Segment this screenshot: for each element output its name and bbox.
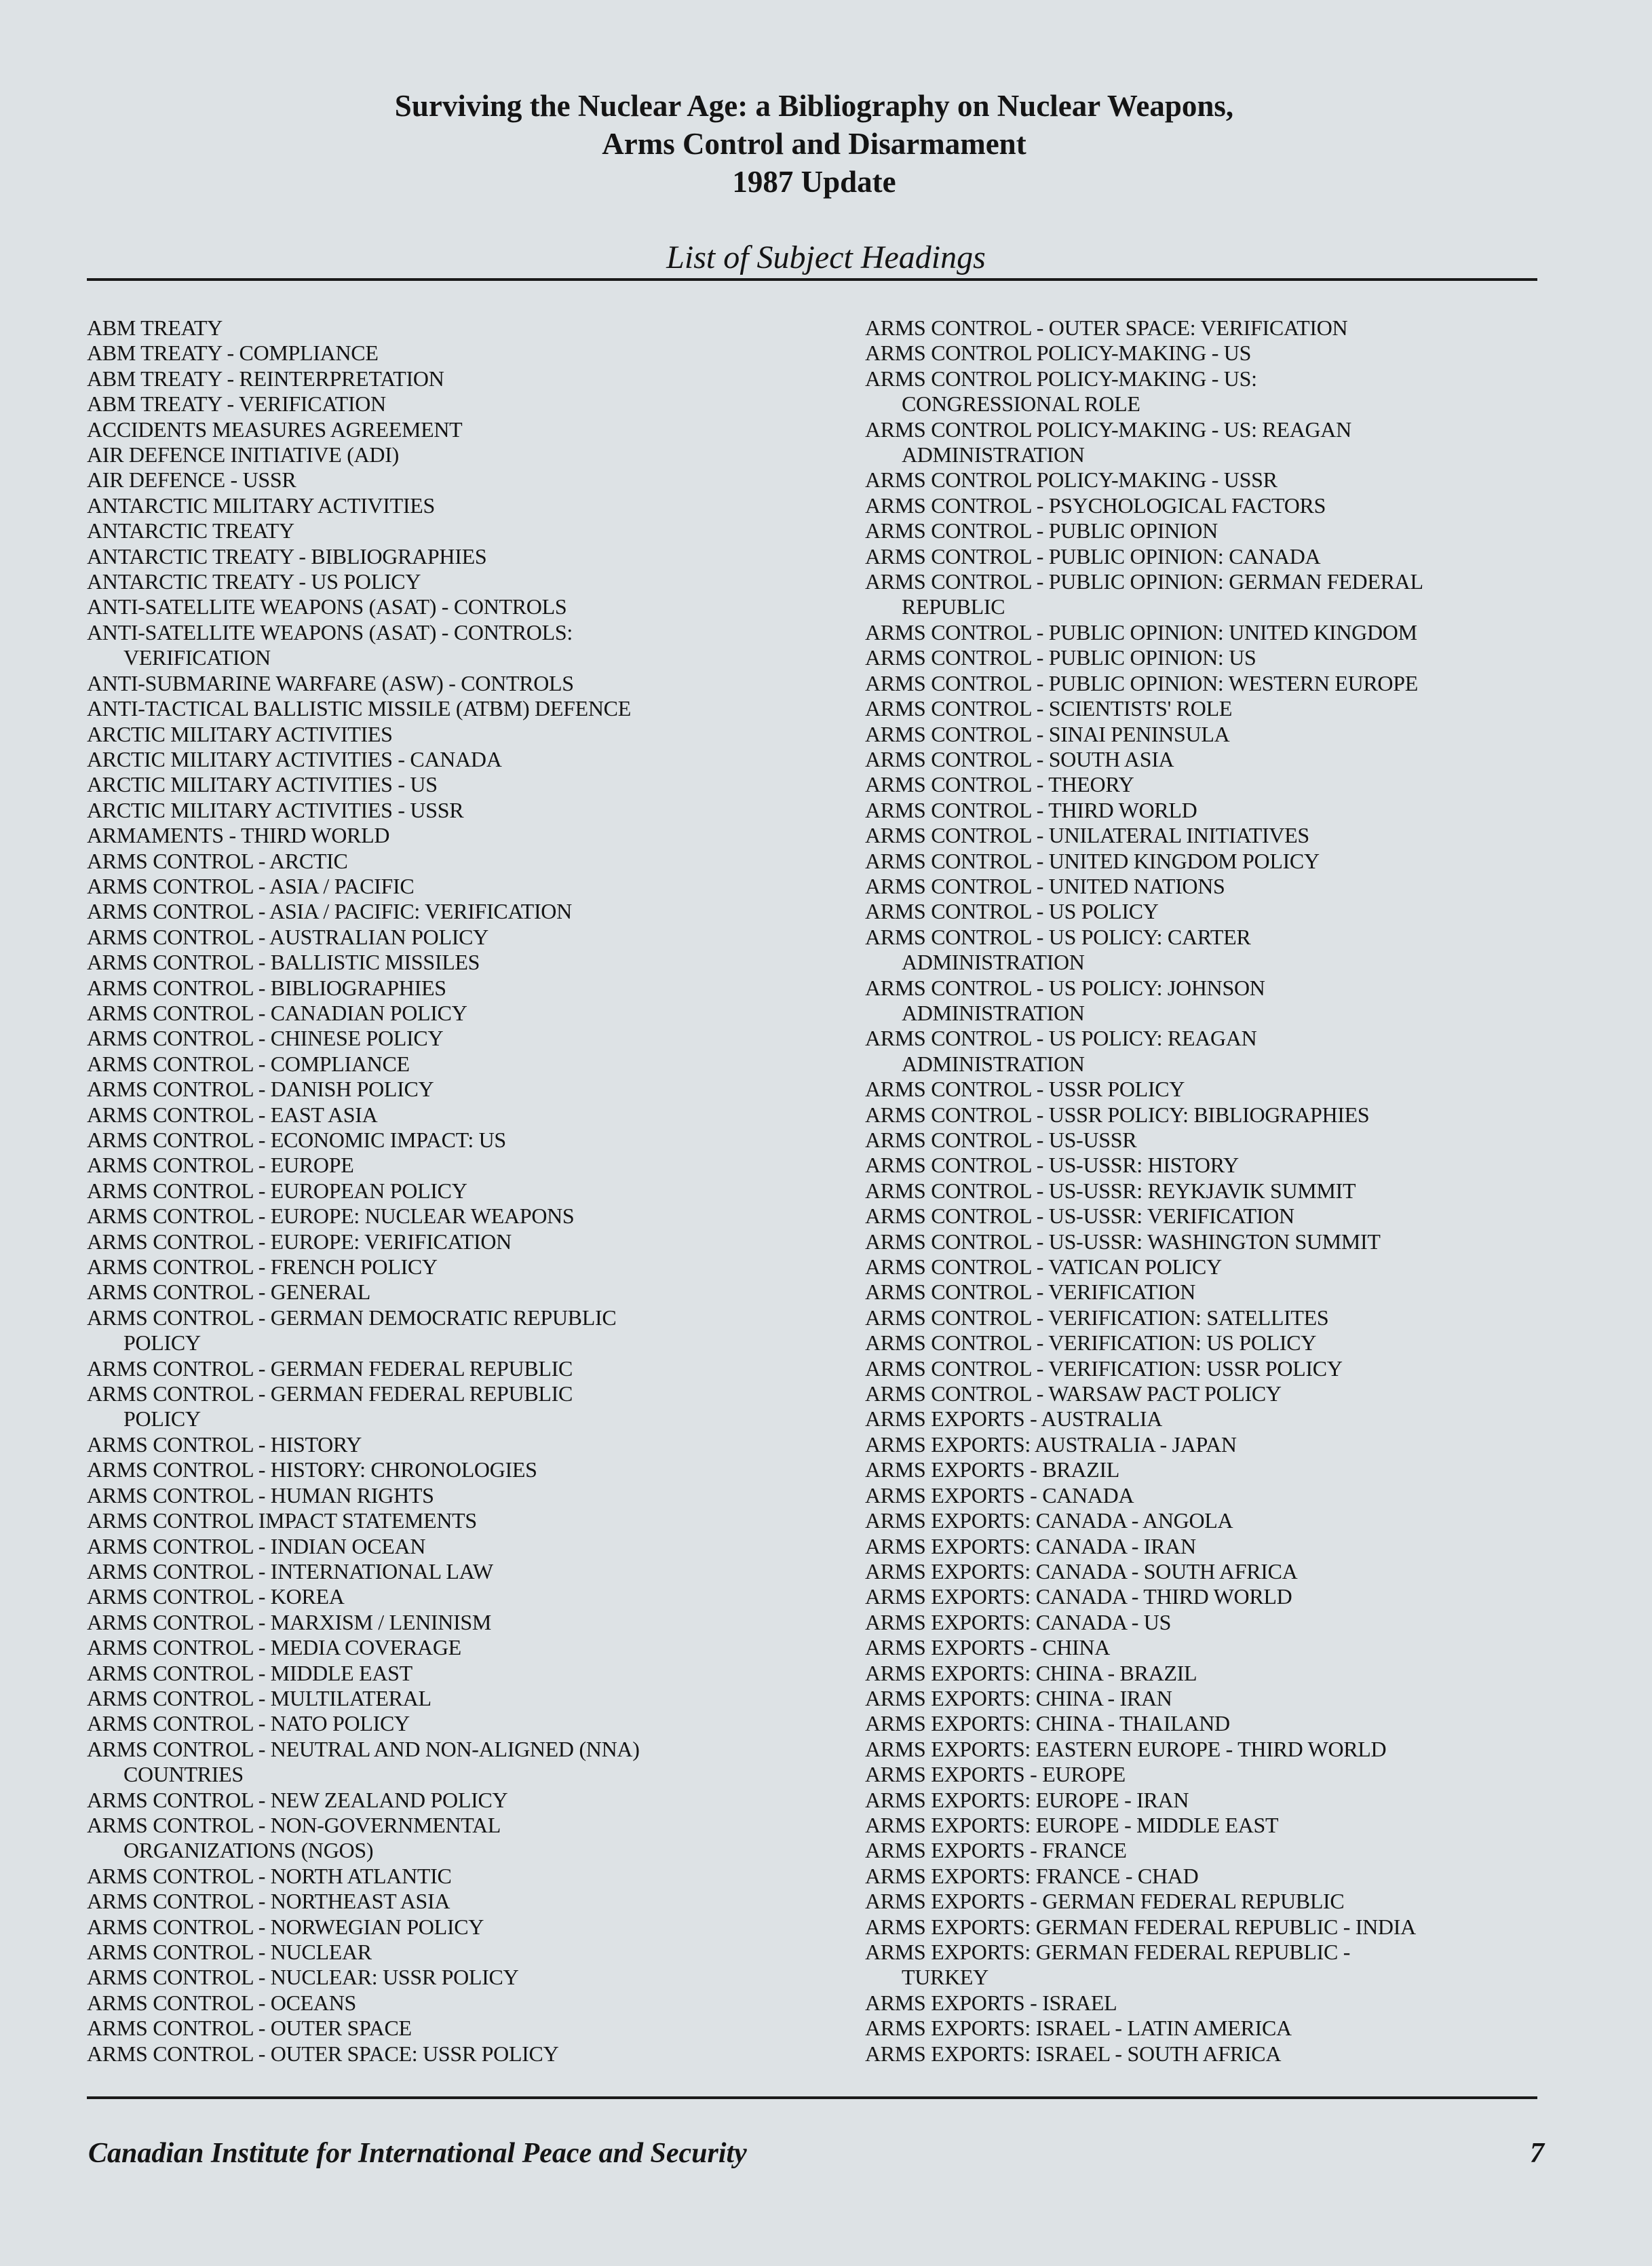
subject-heading-text: ANTI-SUBMARINE WARFARE (ASW) - CONTROLS (87, 670, 574, 695)
subject-heading (865, 1026, 1543, 1077)
subject-heading-continuation: REPUBLIC (902, 594, 1005, 619)
subject-heading-text: ARMS CONTROL - GENERAL (87, 1280, 370, 1305)
subject-heading (865, 620, 1543, 645)
subject-heading-text: ARMS CONTROL - EUROPE: VERIFICATION (87, 1229, 512, 1254)
subject-heading-text: ARMS CONTROL - UNITED NATIONS (865, 873, 1225, 898)
subject-heading-text: ARMS CONTROL - MULTILATERAL (87, 1685, 431, 1710)
subject-heading (87, 823, 833, 848)
subject-heading (87, 1864, 833, 1889)
subject-heading-text: ARMS EXPORTS: CHINA - BRAZIL (865, 1660, 1197, 1685)
subject-heading-text: ARMS EXPORTS: ISRAEL - LATIN AMERICA (865, 2016, 1292, 2041)
subject-heading-text: ARMS EXPORTS - EUROPE (865, 1762, 1126, 1787)
subject-heading (87, 1483, 833, 1508)
document-title (0, 87, 1628, 201)
subject-heading (865, 1635, 1543, 1660)
subject-heading (865, 518, 1543, 543)
subject-heading-text: ARMS CONTROL - INTERNATIONAL LAW (87, 1558, 493, 1583)
subject-heading (865, 1940, 1543, 1991)
subject-heading (865, 772, 1543, 797)
subject-heading-text: ARMS CONTROL - PUBLIC OPINION: US (865, 645, 1256, 670)
subject-heading-text: ARMS CONTROL - WARSAW PACT POLICY (865, 1381, 1282, 1406)
subject-heading-text: ARMS CONTROL - MARXISM / LENINISM (87, 1609, 492, 1634)
subject-heading-text: ARMS EXPORTS: CANADA - THIRD WORLD (865, 1584, 1292, 1609)
subject-heading-text: ARMS CONTROL - CHINESE POLICY (87, 1026, 444, 1051)
subject-heading (865, 1610, 1543, 1635)
subject-heading (865, 1584, 1543, 1609)
subject-heading-text: ARMS CONTROL - NEW ZEALAND POLICY (87, 1787, 508, 1812)
footer-publisher: Canadian Institute for International Peace and Security (88, 2138, 747, 2169)
subject-heading (87, 569, 833, 594)
subject-heading (87, 594, 833, 619)
subject-heading (87, 1534, 833, 1559)
subject-heading-text: ARMS CONTROL - OUTER SPACE: VERIFICATION (865, 315, 1348, 340)
bottom-divider (87, 2096, 1537, 2099)
subject-heading (865, 671, 1543, 696)
subject-heading-text: ARMS CONTROL - EUROPEAN POLICY (87, 1178, 467, 1203)
subject-heading (865, 899, 1543, 924)
subject-heading-text: ARMS CONTROL - ASIA / PACIFIC: VERIFICATION (87, 899, 572, 924)
subject-heading-text: ARMS CONTROL - UNITED KINGDOM POLICY (865, 848, 1320, 873)
subject-heading (87, 1254, 833, 1280)
subject-heading (87, 1915, 833, 1940)
subject-heading-text: ANTARCTIC TREATY - BIBLIOGRAPHIES (87, 543, 487, 569)
subject-heading-text: ARMS CONTROL - HISTORY (87, 1432, 362, 1457)
subject-heading (87, 1559, 833, 1584)
subject-heading-text: ARMS CONTROL - VERIFICATION (865, 1280, 1196, 1305)
subject-heading-text: ANTARCTIC TREATY (87, 518, 294, 543)
subject-heading (865, 645, 1543, 670)
page-number: 7 (1530, 2138, 1544, 2169)
subject-heading (87, 518, 833, 543)
subject-heading (87, 1052, 833, 1077)
subject-heading-text: ARMS CONTROL - US POLICY: REAGAN (865, 1026, 1257, 1051)
subject-heading (865, 1737, 1543, 1762)
subject-heading-text: ARMS CONTROL - NUCLEAR (87, 1940, 372, 1964)
subject-headings-right-column (865, 315, 1543, 2067)
subject-heading-text: ABM TREATY - REINTERPRETATION (87, 366, 444, 391)
subject-heading-text: ARMS CONTROL - PUBLIC OPINION: WESTERN EUROPE (865, 670, 1418, 695)
subject-heading (87, 467, 833, 493)
subject-heading-text: ARMS EXPORTS - AUSTRALIA (865, 1406, 1163, 1432)
subject-heading (865, 467, 1543, 493)
subject-heading (87, 442, 833, 467)
subject-heading-text: ARMS EXPORTS: CANADA - ANGOLA (865, 1508, 1233, 1533)
subject-heading (87, 1610, 833, 1635)
subject-heading (865, 1305, 1543, 1330)
subject-heading-text: ARMS EXPORTS - FRANCE (865, 1838, 1127, 1863)
subject-heading-text: ARMS CONTROL POLICY-MAKING - US: (865, 366, 1257, 391)
subject-heading-text: ARMS CONTROL - VERIFICATION: US POLICY (865, 1330, 1317, 1356)
subject-heading (865, 1077, 1543, 1102)
subject-heading-text: ARMS EXPORTS: EUROPE - IRAN (865, 1787, 1189, 1812)
subject-heading (87, 417, 833, 442)
subject-heading-text: ARMS EXPORTS - CANADA (865, 1482, 1134, 1508)
subject-heading (87, 1001, 833, 1026)
subject-heading (865, 544, 1543, 569)
subject-heading (87, 1381, 833, 1432)
subject-heading-text: ABM TREATY - VERIFICATION (87, 391, 386, 417)
subject-heading (87, 1356, 833, 1381)
subject-heading-continuation: VERIFICATION (123, 645, 271, 670)
subject-heading (87, 849, 833, 874)
subject-heading-text: ARMS CONTROL - US POLICY (865, 899, 1159, 924)
subject-heading-continuation: ADMINISTRATION (902, 950, 1085, 975)
subject-heading (87, 950, 833, 975)
subject-heading-continuation: ORGANIZATIONS (NGOS) (123, 1838, 374, 1863)
subject-heading (865, 696, 1543, 721)
subject-heading (865, 1128, 1543, 1153)
subject-heading-text: ARMS CONTROL - ASIA / PACIFIC (87, 873, 415, 898)
subject-heading (87, 1813, 833, 1864)
subject-heading-text: ARMS CONTROL - COMPLIANCE (87, 1051, 410, 1076)
subject-heading (865, 1204, 1543, 1229)
subject-heading (865, 1864, 1543, 1889)
subject-heading-text: ARMS EXPORTS - BRAZIL (865, 1457, 1119, 1482)
subject-heading (865, 1991, 1543, 2016)
subject-heading-text: ARMS CONTROL - NON-GOVERNMENTAL (87, 1812, 501, 1837)
subject-heading-text: ARMS CONTROL - ECONOMIC IMPACT: US (87, 1128, 506, 1152)
subject-heading (87, 493, 833, 518)
subject-heading (865, 798, 1543, 823)
subject-heading-text: ARMS CONTROL - PSYCHOLOGICAL FACTORS (865, 493, 1326, 518)
subject-heading-text: ARMS CONTROL - SCIENTISTS' ROLE (865, 696, 1233, 721)
subject-heading-text: ARMS CONTROL - DANISH POLICY (87, 1077, 434, 1102)
subject-heading-text: ARMS CONTROL - NATO POLICY (87, 1711, 410, 1736)
subject-heading-continuation: CONGRESSIONAL ROLE (902, 391, 1140, 417)
subject-heading-text: ARMS CONTROL - VERIFICATION: SATELLITES (865, 1305, 1329, 1330)
subject-heading (87, 1128, 833, 1153)
subject-heading-continuation: ADMINISTRATION (902, 442, 1085, 467)
subject-heading-text: ARMS CONTROL - US POLICY: JOHNSON (865, 975, 1265, 1000)
subject-heading-text: ARMS CONTROL - US POLICY: CARTER (865, 924, 1251, 949)
subject-heading (865, 1330, 1543, 1356)
subject-heading-text: ARCTIC MILITARY ACTIVITIES - US (87, 772, 438, 797)
subject-heading-text: ABM TREATY (87, 315, 223, 340)
subject-heading (87, 1153, 833, 1178)
title-line-3: 1987 Update (732, 165, 896, 199)
subject-heading (87, 1204, 833, 1229)
subject-heading (865, 1838, 1543, 1863)
subject-heading (87, 899, 833, 924)
subject-heading (87, 1026, 833, 1051)
subject-heading (87, 874, 833, 899)
subject-heading-continuation: POLICY (123, 1330, 201, 1356)
subject-heading-text: ARMS CONTROL - KOREA (87, 1584, 345, 1609)
subject-heading (865, 2041, 1543, 2067)
subject-heading-text: ARMS CONTROL - THIRD WORLD (865, 797, 1197, 822)
subject-heading-text: ANTARCTIC MILITARY ACTIVITIES (87, 493, 435, 518)
subject-heading (87, 798, 833, 823)
subject-heading-text: ARMS EXPORTS: GERMAN FEDERAL REPUBLIC - (865, 1940, 1351, 1964)
subject-heading (87, 1432, 833, 1457)
subject-heading (87, 366, 833, 391)
subject-heading-text: ARMS CONTROL IMPACT STATEMENTS (87, 1508, 477, 1533)
subject-heading (865, 747, 1543, 772)
subject-heading (87, 696, 833, 721)
subject-heading-text: ARMS CONTROL - VERIFICATION: USSR POLICY (865, 1356, 1343, 1381)
subject-heading-text: ARMS CONTROL - PUBLIC OPINION: UNITED KINGDOM (865, 619, 1417, 645)
subject-heading (865, 1813, 1543, 1838)
subject-heading-text: ANTARCTIC TREATY - US POLICY (87, 569, 421, 594)
subject-heading (87, 1711, 833, 1736)
subject-heading-text: ARMS CONTROL - BIBLIOGRAPHIES (87, 975, 446, 1000)
subject-heading-text: ARMS CONTROL - OUTER SPACE (87, 2016, 412, 2041)
subject-heading-text: ARMS CONTROL - EAST ASIA (87, 1102, 378, 1127)
subject-heading (865, 976, 1543, 1026)
subject-heading (865, 1280, 1543, 1305)
subject-heading-continuation: POLICY (123, 1406, 201, 1432)
subject-heading (865, 874, 1543, 899)
subject-heading-text: ARMS CONTROL - USSR POLICY (865, 1077, 1185, 1102)
subject-heading (865, 1356, 1543, 1381)
subject-heading (865, 1381, 1543, 1406)
subject-heading (865, 1406, 1543, 1432)
subject-heading-text: ARMS CONTROL - AUSTRALIAN POLICY (87, 924, 488, 949)
subject-heading-text: ARMS CONTROL - CANADIAN POLICY (87, 1000, 467, 1025)
subject-heading-text: ARCTIC MILITARY ACTIVITIES - CANADA (87, 746, 502, 771)
subject-heading (865, 722, 1543, 747)
subject-heading-text: ARMS CONTROL - NUCLEAR: USSR POLICY (87, 1965, 519, 1990)
subject-heading (865, 1483, 1543, 1508)
subject-heading-text: ARMS CONTROL - US-USSR: HISTORY (865, 1153, 1239, 1178)
subject-heading (865, 366, 1543, 417)
subject-heading-text: ARMS CONTROL - MEDIA COVERAGE (87, 1635, 461, 1660)
subject-heading (865, 1508, 1543, 1533)
subject-heading-text: ARMS EXPORTS: ISRAEL - SOUTH AFRICA (865, 2041, 1282, 2066)
subject-heading-text: ARMS EXPORTS: CANADA - IRAN (865, 1533, 1196, 1558)
subject-heading (865, 925, 1543, 976)
subject-heading-text: ABM TREATY - COMPLIANCE (87, 341, 379, 366)
subject-heading (865, 849, 1543, 874)
subject-heading-text: ARMS CONTROL - US-USSR: REYKJAVIK SUMMIT (865, 1178, 1356, 1203)
subject-heading (87, 1457, 833, 1482)
subject-heading-text: ARMS EXPORTS: EASTERN EUROPE - THIRD WORLD (865, 1736, 1387, 1761)
subject-heading (865, 1788, 1543, 1813)
top-divider (87, 278, 1537, 281)
subject-heading-text: ARCTIC MILITARY ACTIVITIES - USSR (87, 797, 464, 822)
subject-heading-text: AIR DEFENCE - USSR (87, 467, 296, 493)
subject-heading-text: ARMS EXPORTS - ISRAEL (865, 1990, 1117, 2015)
title-line-2: Arms Control and Disarmament (602, 127, 1026, 161)
subject-heading-text: ARMS CONTROL - BALLISTIC MISSILES (87, 950, 480, 975)
subject-heading-text: ARMS CONTROL - INDIAN OCEAN (87, 1533, 426, 1558)
subject-heading-text: ARMS CONTROL POLICY-MAKING - US: REAGAN (865, 417, 1351, 442)
subject-heading-text: ANTI-SATELLITE WEAPONS (ASAT) - CONTROLS (87, 594, 567, 619)
subject-heading (87, 1102, 833, 1128)
subject-heading (87, 1661, 833, 1686)
subject-heading (865, 823, 1543, 848)
subject-heading (87, 544, 833, 569)
subject-heading-text: ARMS CONTROL - GERMAN DEMOCRATIC REPUBLIC (87, 1305, 617, 1330)
subject-heading (865, 341, 1543, 366)
subject-heading (865, 315, 1543, 341)
subject-heading (865, 1432, 1543, 1457)
subject-heading-text: ARMS CONTROL - EUROPE (87, 1153, 354, 1178)
subject-heading-text: ARMS CONTROL - UNILATERAL INITIATIVES (865, 823, 1309, 848)
subject-heading (87, 1737, 833, 1788)
subject-heading-continuation: TURKEY (902, 1965, 988, 1990)
subject-heading (87, 1788, 833, 1813)
subject-heading (87, 1584, 833, 1609)
subject-heading (87, 925, 833, 950)
subject-heading (87, 1178, 833, 1204)
subject-heading (865, 1229, 1543, 1254)
subject-heading (865, 1711, 1543, 1736)
subject-heading-text: ARMS EXPORTS: CANADA - US (865, 1609, 1172, 1634)
subject-heading-text: AIR DEFENCE INITIATIVE (ADI) (87, 442, 399, 467)
subject-heading (87, 620, 833, 671)
subject-heading-text: ARMS CONTROL - SOUTH ASIA (865, 746, 1174, 771)
subject-heading-text: ARMS CONTROL - PUBLIC OPINION (865, 518, 1218, 543)
subject-heading-text: ARMS CONTROL - NORWEGIAN POLICY (87, 1914, 484, 1939)
subject-heading (87, 772, 833, 797)
subject-heading-text: ARMS CONTROL - GERMAN FEDERAL REPUBLIC (87, 1356, 573, 1381)
subject-heading (865, 1559, 1543, 1584)
subject-heading (865, 1254, 1543, 1280)
subject-heading (865, 1686, 1543, 1711)
subject-heading (865, 1153, 1543, 1178)
subject-heading-text: ARMS CONTROL - US-USSR (865, 1128, 1137, 1152)
subject-heading (87, 1305, 833, 1356)
subject-heading (865, 1889, 1543, 1914)
subject-heading (865, 1762, 1543, 1787)
subject-heading (87, 671, 833, 696)
subject-heading-text: ARMS EXPORTS: AUSTRALIA - JAPAN (865, 1432, 1237, 1457)
subject-heading (87, 1508, 833, 1533)
subject-heading (87, 1991, 833, 2016)
subject-heading-text: ARMS CONTROL - NORTH ATLANTIC (87, 1863, 452, 1888)
subject-heading-text: ARMS CONTROL - NEUTRAL AND NON-ALIGNED (NNA) (87, 1736, 640, 1761)
subject-heading-text: ARMS EXPORTS - CHINA (865, 1635, 1111, 1660)
subject-heading-text: ARMS EXPORTS - GERMAN FEDERAL REPUBLIC (865, 1889, 1345, 1914)
subject-heading-text: ARMS EXPORTS: CHINA - THAILAND (865, 1711, 1230, 1736)
subject-heading (87, 747, 833, 772)
title-line-1: Surviving the Nuclear Age: a Bibliography on Nuclear Weapons, (394, 89, 1234, 123)
subject-heading (87, 1889, 833, 1914)
subject-heading-text: ARMS CONTROL - HUMAN RIGHTS (87, 1482, 434, 1508)
subject-heading-text: ARMS CONTROL - THEORY (865, 772, 1134, 797)
subject-heading (865, 1457, 1543, 1482)
subject-heading-text: ARMAMENTS - THIRD WORLD (87, 823, 390, 848)
section-subtitle: List of Subject Headings (666, 239, 986, 275)
subject-heading-text: ARMS CONTROL - PUBLIC OPINION: GERMAN FEDERAL (865, 569, 1423, 594)
subject-heading-text: ARCTIC MILITARY ACTIVITIES (87, 721, 393, 746)
subject-heading-continuation: ADMINISTRATION (902, 1000, 1085, 1025)
subject-heading-text: ANTI-TACTICAL BALLISTIC MISSILE (ATBM) DEFENCE (87, 696, 631, 721)
subject-heading-text: ARMS CONTROL - US-USSR: WASHINGTON SUMMIT (865, 1229, 1381, 1254)
subject-heading (87, 1686, 833, 1711)
subject-heading (865, 1178, 1543, 1204)
subject-heading-text: ARMS EXPORTS: FRANCE - CHAD (865, 1863, 1199, 1888)
subject-heading-text: ARMS CONTROL - VATICAN POLICY (865, 1254, 1222, 1280)
subject-heading-text: ARMS CONTROL - GERMAN FEDERAL REPUBLIC (87, 1381, 573, 1406)
subject-heading (87, 722, 833, 747)
subject-heading (87, 1965, 833, 1990)
subject-heading (865, 1102, 1543, 1128)
subject-heading (87, 1229, 833, 1254)
subject-heading-text: ARMS EXPORTS: EUROPE - MIDDLE EAST (865, 1812, 1279, 1837)
subject-heading-text: ARMS CONTROL - NORTHEAST ASIA (87, 1889, 450, 1914)
subject-heading-text: ARMS CONTROL - SINAI PENINSULA (865, 721, 1230, 746)
subject-heading-text: ARMS CONTROL - EUROPE: NUCLEAR WEAPONS (87, 1204, 575, 1229)
subject-heading (87, 976, 833, 1001)
subject-heading-text: ARMS CONTROL - PUBLIC OPINION: CANADA (865, 543, 1321, 569)
subject-heading (87, 1940, 833, 1965)
subject-heading (87, 341, 833, 366)
subject-heading-text: ARMS CONTROL - OUTER SPACE: USSR POLICY (87, 2041, 559, 2066)
subject-heading (87, 1280, 833, 1305)
subject-heading-text: ARMS CONTROL - OCEANS (87, 1990, 356, 2015)
subject-heading (865, 493, 1543, 518)
subject-heading-text: ARMS CONTROL - US-USSR: VERIFICATION (865, 1204, 1294, 1229)
subject-heading-text: ARMS CONTROL - USSR POLICY: BIBLIOGRAPHIES (865, 1102, 1370, 1127)
subject-heading (87, 1635, 833, 1660)
subject-heading-text: ARMS CONTROL - ARCTIC (87, 848, 348, 873)
subject-heading (87, 315, 833, 341)
subject-heading (865, 1661, 1543, 1686)
subject-heading (865, 1534, 1543, 1559)
subject-heading-text: ARMS EXPORTS: GERMAN FEDERAL REPUBLIC - INDIA (865, 1914, 1416, 1939)
subject-heading-text: ARMS CONTROL - MIDDLE EAST (87, 1660, 412, 1685)
subject-heading-text: ANTI-SATELLITE WEAPONS (ASAT) - CONTROLS: (87, 619, 573, 645)
subject-heading (87, 391, 833, 417)
subject-heading-text: ARMS CONTROL - FRENCH POLICY (87, 1254, 438, 1280)
subject-heading (865, 1915, 1543, 1940)
subject-heading-text: ARMS CONTROL POLICY-MAKING - US (865, 341, 1252, 366)
subject-heading-text: ARMS EXPORTS: CHINA - IRAN (865, 1685, 1172, 1710)
subject-heading (87, 1077, 833, 1102)
subject-heading-text: ARMS CONTROL POLICY-MAKING - USSR (865, 467, 1278, 493)
subject-heading (865, 2016, 1543, 2041)
subject-heading-continuation: COUNTRIES (123, 1762, 244, 1787)
subject-heading-text: ACCIDENTS MEASURES AGREEMENT (87, 417, 463, 442)
subject-heading-continuation: ADMINISTRATION (902, 1051, 1085, 1076)
subject-headings-left-column (87, 315, 833, 2067)
subject-heading-text: ARMS EXPORTS: CANADA - SOUTH AFRICA (865, 1558, 1298, 1583)
subject-heading (87, 2041, 833, 2067)
subject-heading-text: ARMS CONTROL - HISTORY: CHRONOLOGIES (87, 1457, 537, 1482)
subject-heading (865, 569, 1543, 620)
subject-heading (87, 2016, 833, 2041)
subject-heading (865, 417, 1543, 468)
